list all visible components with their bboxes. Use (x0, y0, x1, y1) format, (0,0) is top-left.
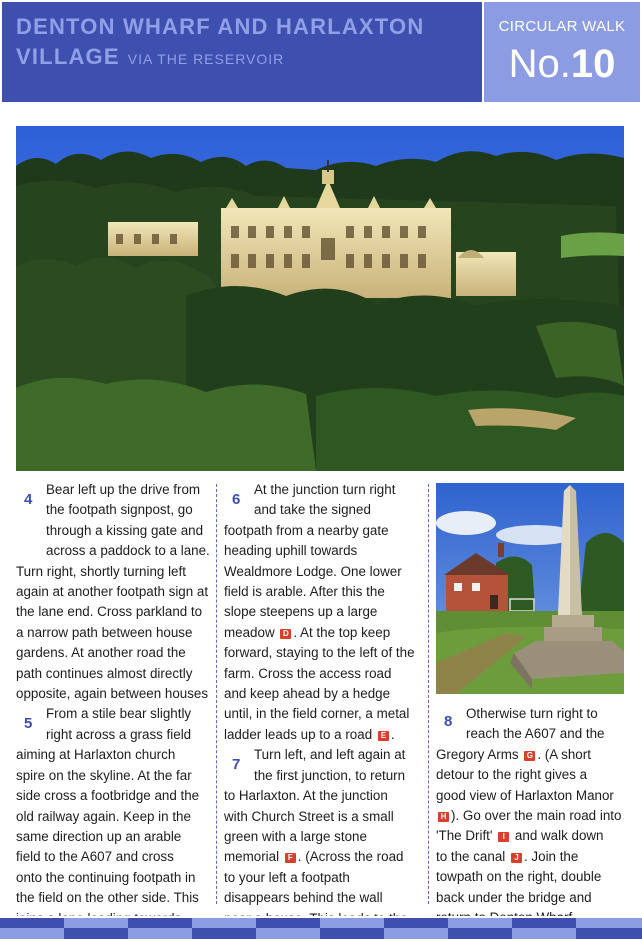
route-marker-g: G (524, 751, 535, 761)
step-6-line: footpath from a nearby gate (224, 522, 389, 538)
column-divider (216, 484, 217, 904)
step-6-line: field is arable. After this the (224, 584, 385, 600)
step-number-5: 5 (24, 715, 33, 733)
step-4-line: across a paddock to a lane. (46, 543, 210, 559)
step-6 (224, 480, 420, 745)
step-7 (224, 745, 420, 941)
step-5-line: field to the A607 and cross (16, 849, 174, 865)
step-6-text: meadow (224, 624, 275, 640)
step-4-line: gardens. At another road the (16, 645, 186, 661)
step-5-line: old railway again. Keep in the (16, 808, 191, 824)
route-marker-d: D (280, 629, 291, 639)
walk-label: CIRCULAR WALK (498, 18, 626, 35)
step-6-line: forward, staying to the left of the (224, 645, 415, 661)
step-6-line: and take the signed (254, 502, 371, 518)
route-marker-e: E (378, 731, 389, 741)
step-8-line (436, 826, 626, 846)
step-8-line (436, 806, 626, 826)
step-8-line: towpath on the right, double (436, 869, 602, 885)
step-8 (436, 704, 626, 928)
footer-checkered-strip (0, 916, 642, 941)
page-title-line2 (16, 44, 284, 70)
step-5-line: the field on the other side. This (16, 890, 199, 906)
step-5-line: same direction up an arable (16, 828, 182, 844)
step-6-text: . At the top keep (293, 624, 391, 640)
route-marker-j: J (511, 853, 522, 863)
step-5-line: right across a grass field (46, 726, 192, 742)
text-column-1 (16, 480, 212, 941)
step-5-line: spire on the skyline. At the far (16, 767, 192, 783)
step-number-4: 4 (24, 491, 33, 508)
step-8-text: ). Go over the main road into (451, 808, 622, 824)
step-5-line: From a stile bear slightly (46, 706, 192, 722)
step-8-line: back under the bridge and (436, 889, 592, 905)
stone-memorial-photo (436, 483, 624, 694)
step-5-line: side cross a footbridge and the (16, 788, 200, 804)
step-7-line: Turn left, and left again at (254, 747, 406, 763)
step-6-line: and keep ahead by a hedge (224, 686, 391, 702)
step-4-line: a narrow path between house (16, 624, 193, 640)
step-6-line (224, 725, 420, 745)
step-4-line: the footpath signpost, go (46, 502, 193, 518)
header (0, 0, 642, 104)
walk-number-value: 10 (570, 42, 616, 86)
step-7-line (224, 847, 420, 867)
step-6-line: At the junction turn right (254, 482, 396, 497)
step-7-line: with Church Street is a small (224, 808, 394, 824)
harlaxton-manor-photo (16, 126, 624, 471)
step-7-line: the first junction, to return (254, 767, 406, 783)
step-4-line: the lane end. Cross parkland to (16, 604, 203, 620)
column-divider (428, 484, 429, 904)
step-4-line: path continues almost directly (16, 665, 193, 681)
step-8-line: Otherwise turn right to (466, 706, 598, 721)
step-8-text: . (A short (537, 746, 591, 762)
walk-number-band (484, 2, 640, 102)
step-4-line: through a kissing gate and (46, 522, 204, 538)
step-4-line: opposite, again between houses (16, 686, 209, 702)
step-5-line: onto the continuing footpath in (16, 869, 196, 885)
step-8-line: good view of Harlaxton Manor (436, 787, 614, 803)
step-8-text: and walk down (514, 828, 604, 844)
route-marker-f: F (285, 853, 296, 863)
step-7-line: disappears behind the wall (224, 890, 383, 906)
step-8-text: to the canal (436, 848, 506, 864)
step-6-line: until, in the field corner, a metal (224, 706, 410, 722)
page-title-village: VILLAGE (16, 44, 120, 69)
step-number-7: 7 (232, 756, 241, 774)
step-7-line: to Harlaxton. At the junction (224, 788, 388, 804)
walk-number (484, 42, 640, 87)
title-band (2, 2, 482, 102)
step-6-line: Wealdmore Lodge. One lower (224, 563, 402, 579)
step-8-text: 'The Drift' (436, 828, 493, 844)
step-5 (16, 704, 212, 941)
step-8-line: reach the A607 and the (466, 726, 605, 742)
page-subtitle: VIA THE RESERVOIR (127, 51, 285, 67)
route-marker-h: H (438, 812, 449, 822)
text-column-2 (224, 480, 420, 941)
step-8-line (436, 745, 626, 765)
step-number-8: 8 (444, 713, 453, 730)
step-6-text: ladder leads up to a road (224, 726, 373, 742)
step-6-text: . (390, 726, 395, 742)
step-6-line: farm. Cross the access road (224, 665, 392, 681)
step-4-line: Bear left up the drive from (46, 482, 201, 497)
step-8-text: Gregory Arms (436, 746, 519, 762)
step-4-line: Turn right, shortly turning left (16, 563, 186, 579)
step-7-line: to your left a footpath (224, 869, 350, 885)
walk-number-prefix: No. (508, 42, 571, 86)
step-8-line (436, 847, 626, 867)
step-7-text: . (Across the road (297, 849, 404, 865)
step-number-6: 6 (232, 491, 241, 508)
page-title-line1: DENTON WHARF AND HARLAXTON (16, 14, 425, 39)
route-marker-i: I (498, 832, 509, 842)
step-8-text: . Join the (523, 848, 579, 864)
step-6-line: heading uphill towards (224, 543, 358, 559)
step-4-line: again at another footpath sign at (16, 584, 209, 600)
step-8-line: detour to the right gives a (436, 767, 588, 783)
step-5-line: aiming at Harlaxton church (16, 747, 176, 763)
text-column-3 (436, 704, 626, 928)
step-6-line (224, 623, 420, 643)
step-4 (16, 480, 212, 704)
step-7-line: green with a large stone (224, 828, 367, 844)
step-6-line: slope steepens up a large (224, 604, 378, 620)
step-7-text: memorial (224, 849, 280, 865)
